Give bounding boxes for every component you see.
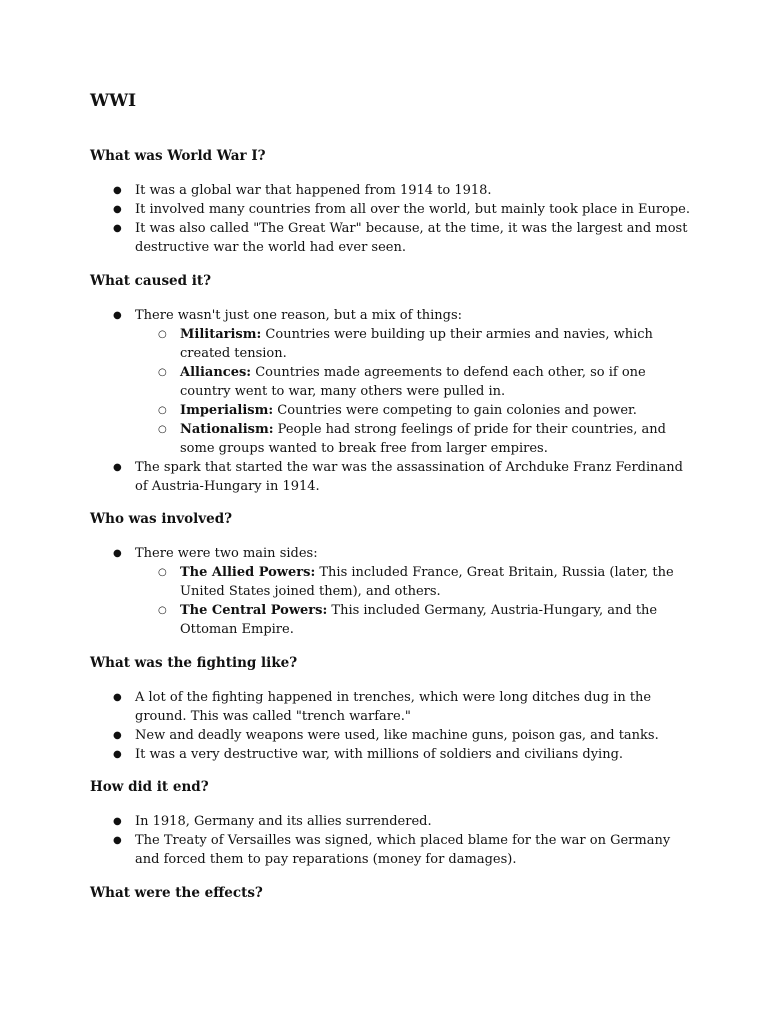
list-item-text: New and deadly weapons were used, like machine guns, poison gas, and tanks. [135, 728, 659, 743]
bullet-icon: ● [113, 816, 122, 827]
hollow-bullet-icon: ○ [158, 367, 167, 378]
section-heading: What caused it? [90, 273, 212, 289]
section-how-did-it-end [90, 778, 690, 869]
term-description: Countries made agreements to defend each other, so if one country went to war, many others were pulled in. [180, 365, 646, 399]
list-item-text: There were two main sides: [135, 546, 318, 561]
term-imperialism: Imperialism: [180, 403, 274, 418]
list-item [90, 306, 690, 458]
document-title: WWI [90, 91, 137, 111]
sub-list-item [135, 363, 690, 401]
list-item [90, 544, 690, 639]
sub-list-item [135, 601, 690, 639]
term-militarism: Militarism: [180, 327, 262, 342]
list-item [90, 831, 690, 869]
section-heading: What was the fighting like? [90, 655, 298, 671]
bullet-list [90, 544, 690, 639]
hollow-bullet-icon: ○ [158, 605, 167, 616]
bullet-list [90, 306, 690, 496]
section-effects [90, 884, 690, 903]
bullet-icon: ● [113, 692, 122, 703]
hollow-bullet-icon: ○ [158, 329, 167, 340]
sub-list-item [135, 563, 690, 601]
bullet-icon: ● [113, 462, 122, 473]
bullet-icon: ● [113, 730, 122, 741]
term-description: Countries were competing to gain colonies and power. [273, 403, 637, 418]
bullet-icon: ● [113, 310, 122, 321]
bullet-list [90, 812, 690, 869]
sub-list-item [135, 325, 690, 363]
bullet-icon: ● [113, 835, 122, 846]
term-description: Countries were building up their armies and navies, which created tension. [180, 327, 653, 361]
list-item [90, 745, 690, 764]
list-item [90, 200, 690, 219]
bullet-icon: ● [113, 749, 122, 760]
list-item [90, 688, 690, 726]
term-description: This included France, Great Britain, Russia (later, the United States joined them), and others. [180, 565, 674, 599]
bullet-list [90, 688, 690, 764]
list-item-text: It was a global war that happened from 1914 to 1918. [135, 183, 492, 198]
list-item [90, 181, 690, 200]
section-what-caused-it [90, 272, 690, 496]
section-heading: How did it end? [90, 779, 209, 795]
bullet-list [90, 181, 690, 257]
bullet-icon: ● [113, 548, 122, 559]
list-item-text: The spark that started the war was the assassination of Archduke Franz Ferdinand of Austria-Hungary in 1914. [135, 460, 683, 494]
section-heading: What was World War I? [90, 148, 266, 164]
term-alliances: Alliances: [180, 365, 252, 380]
sub-list-item [135, 401, 690, 420]
sub-bullet-list [135, 563, 690, 639]
bullet-icon: ● [113, 185, 122, 196]
section-heading: Who was involved? [90, 511, 233, 527]
list-item-text: In 1918, Germany and its allies surrendered. [135, 814, 432, 829]
term-central-powers: The Central Powers: [180, 603, 328, 618]
list-item-text: It was also called "The Great War" because, at the time, it was the largest and most destructive war the world had ever seen. [135, 221, 688, 255]
bullet-icon: ● [113, 204, 122, 215]
hollow-bullet-icon: ○ [158, 567, 167, 578]
list-item [90, 219, 690, 257]
bullet-icon: ● [113, 223, 122, 234]
hollow-bullet-icon: ○ [158, 424, 167, 435]
list-item-text: It involved many countries from all over the world, but mainly took place in Europe. [135, 202, 691, 217]
section-what-was-wwi [90, 147, 690, 257]
hollow-bullet-icon: ○ [158, 405, 167, 416]
list-item-text: The Treaty of Versailles was signed, which placed blame for the war on Germany and forced them to pay reparations (money for damages). [135, 833, 671, 867]
list-item-text: It was a very destructive war, with millions of soldiers and civilians dying. [135, 747, 624, 762]
list-item-text: A lot of the fighting happened in trenches, which were long ditches dug in the ground. This was called "trench warfare." [135, 690, 652, 724]
list-item [90, 458, 690, 496]
section-heading: What were the effects? [90, 885, 263, 901]
section-fighting [90, 654, 690, 764]
term-description: This included Germany, Austria-Hungary, and the Ottoman Empire. [180, 603, 658, 637]
section-who-was-involved [90, 510, 690, 639]
term-nationalism: Nationalism: [180, 422, 274, 437]
term-allied-powers: The Allied Powers: [180, 565, 316, 580]
sub-list-item [135, 420, 690, 458]
list-item [90, 726, 690, 745]
list-item [90, 812, 690, 831]
term-description: People had strong feelings of pride for their countries, and some groups wanted to break free from larger empires. [180, 422, 666, 456]
sub-bullet-list [135, 325, 690, 458]
list-item-text: There wasn't just one reason, but a mix of things: [135, 308, 463, 323]
